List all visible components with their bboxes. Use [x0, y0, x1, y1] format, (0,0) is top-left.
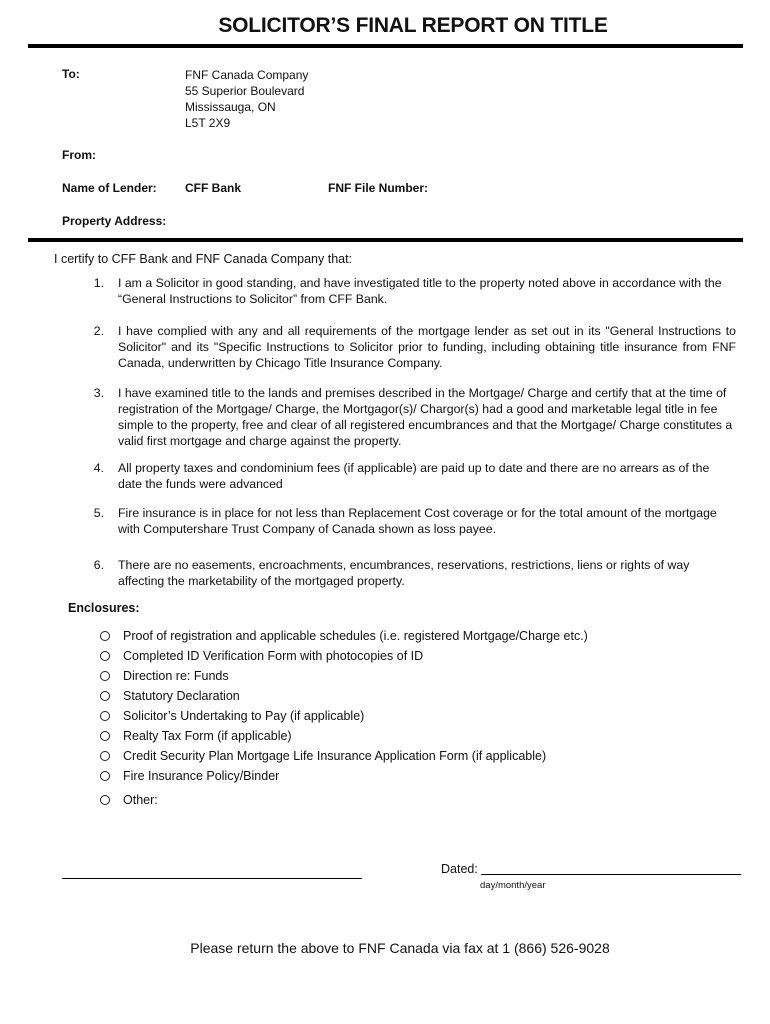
- page-title: SOLICITOR’S FINAL REPORT ON TITLE: [218, 14, 608, 37]
- section-divider: [28, 238, 743, 242]
- address-line: L5T 2X9: [185, 116, 231, 130]
- checkbox-circle-icon[interactable]: [100, 671, 110, 681]
- item-number: 6.: [93, 558, 104, 572]
- address-line: 55 Superior Boulevard: [185, 84, 305, 98]
- checkbox-circle-icon[interactable]: [100, 691, 110, 701]
- checkbox-circle-icon[interactable]: [100, 795, 110, 805]
- checkbox-circle-icon[interactable]: [100, 651, 110, 661]
- item-text: There are no easements, encroachments, encumbrances, reservations, restrictions, liens or rights of way affecting the marketability of the mortgaged property.: [118, 558, 690, 588]
- lender-value: CFF Bank: [185, 181, 242, 195]
- to-address: [185, 67, 308, 131]
- enclosure-item[interactable]: [100, 689, 240, 703]
- address-line: FNF Canada Company: [185, 68, 309, 82]
- property-address-label: Property Address:: [62, 214, 167, 228]
- checkbox-circle-icon[interactable]: [100, 711, 110, 721]
- item-text: I have examined title to the lands and premises described in the Mortgage/ Charge and certify that at the time of registration of the Mortgage/ Charge, the Mortgagor(s)/ Chargor(s) had a good and marketable legal title in fee simple to the property, free and clear of all registered encumbrances and that the Mortgage/ Charge constitutes a valid first mortgage and charge against the property.: [118, 386, 733, 448]
- enclosure-label: Fire Insurance Policy/Binder: [123, 769, 280, 783]
- item-number: 1.: [93, 276, 104, 290]
- from-label: From:: [62, 148, 96, 162]
- item-text: Fire insurance is in place for not less than Replacement Cost coverage or for the total amount of the mortgage with Computershare Trust Company of Canada shown as loss payee.: [118, 506, 717, 536]
- enclosure-item[interactable]: [100, 649, 423, 663]
- enclosure-item[interactable]: [100, 749, 546, 763]
- enclosure-item[interactable]: [100, 629, 588, 643]
- item-text: All property taxes and condominium fees (if applicable) are paid up to date and there are no arrears as of the date the funds were advanced: [118, 461, 710, 491]
- signature-line[interactable]: [62, 878, 362, 879]
- item-text: I am a Solicitor in good standing, and have investigated title to the property noted above in accordance with the “General Instructions to Solicitor” from CFF Bank.: [118, 276, 722, 306]
- enclosure-label: Credit Security Plan Mortgage Life Insurance Application Form (if applicable): [123, 749, 547, 763]
- checkbox-circle-icon[interactable]: [100, 771, 110, 781]
- date-format-hint: day/month/year: [480, 880, 546, 891]
- enclosure-item[interactable]: [100, 769, 279, 783]
- item-number: 5.: [93, 506, 104, 520]
- item-number: 2.: [93, 324, 104, 338]
- top-divider: [28, 44, 743, 48]
- date-line[interactable]: [481, 874, 741, 875]
- enclosure-label: Statutory Declaration: [123, 689, 240, 703]
- file-number-label: FNF File Number:: [328, 181, 429, 195]
- enclosure-label: Solicitor’s Undertaking to Pay (if applicable): [123, 709, 365, 723]
- return-instructions: Please return the above to FNF Canada via fax at 1 (866) 526-9028: [190, 940, 610, 956]
- checkbox-circle-icon[interactable]: [100, 751, 110, 761]
- enclosure-item[interactable]: [100, 669, 229, 683]
- enclosure-label: Completed ID Verification Form with photocopies of ID: [123, 649, 424, 663]
- certify-statement: I certify to CFF Bank and FNF Canada Company that:: [54, 252, 353, 266]
- to-label: To:: [62, 67, 80, 81]
- item-number: 4.: [93, 461, 104, 475]
- enclosure-label: Realty Tax Form (if applicable): [123, 729, 292, 743]
- checkbox-circle-icon[interactable]: [100, 631, 110, 641]
- item-number: 3.: [93, 386, 104, 400]
- item-text: I have complied with any and all requirements of the mortgage lender as set out in its "General Instructions to Solicitor" and its "Specific Instructions to Solicitor prior to funding, including obtaining title insurance from FNF Canada, underwritten by Chicago Title Insurance Company.: [118, 324, 736, 370]
- enclosure-item[interactable]: [100, 793, 158, 807]
- checkbox-circle-icon[interactable]: [100, 731, 110, 741]
- enclosure-label: Other:: [123, 793, 158, 807]
- lender-label: Name of Lender:: [62, 181, 157, 195]
- enclosure-label: Proof of registration and applicable schedules (i.e. registered Mortgage/Charge etc.): [123, 629, 588, 643]
- dated-label: Dated:: [441, 862, 478, 876]
- enclosure-item[interactable]: [100, 709, 364, 723]
- enclosures-title: Enclosures:: [68, 601, 140, 615]
- enclosure-item[interactable]: [100, 729, 292, 743]
- address-line: Mississauga, ON: [185, 100, 276, 114]
- enclosure-label: Direction re: Funds: [123, 669, 229, 683]
